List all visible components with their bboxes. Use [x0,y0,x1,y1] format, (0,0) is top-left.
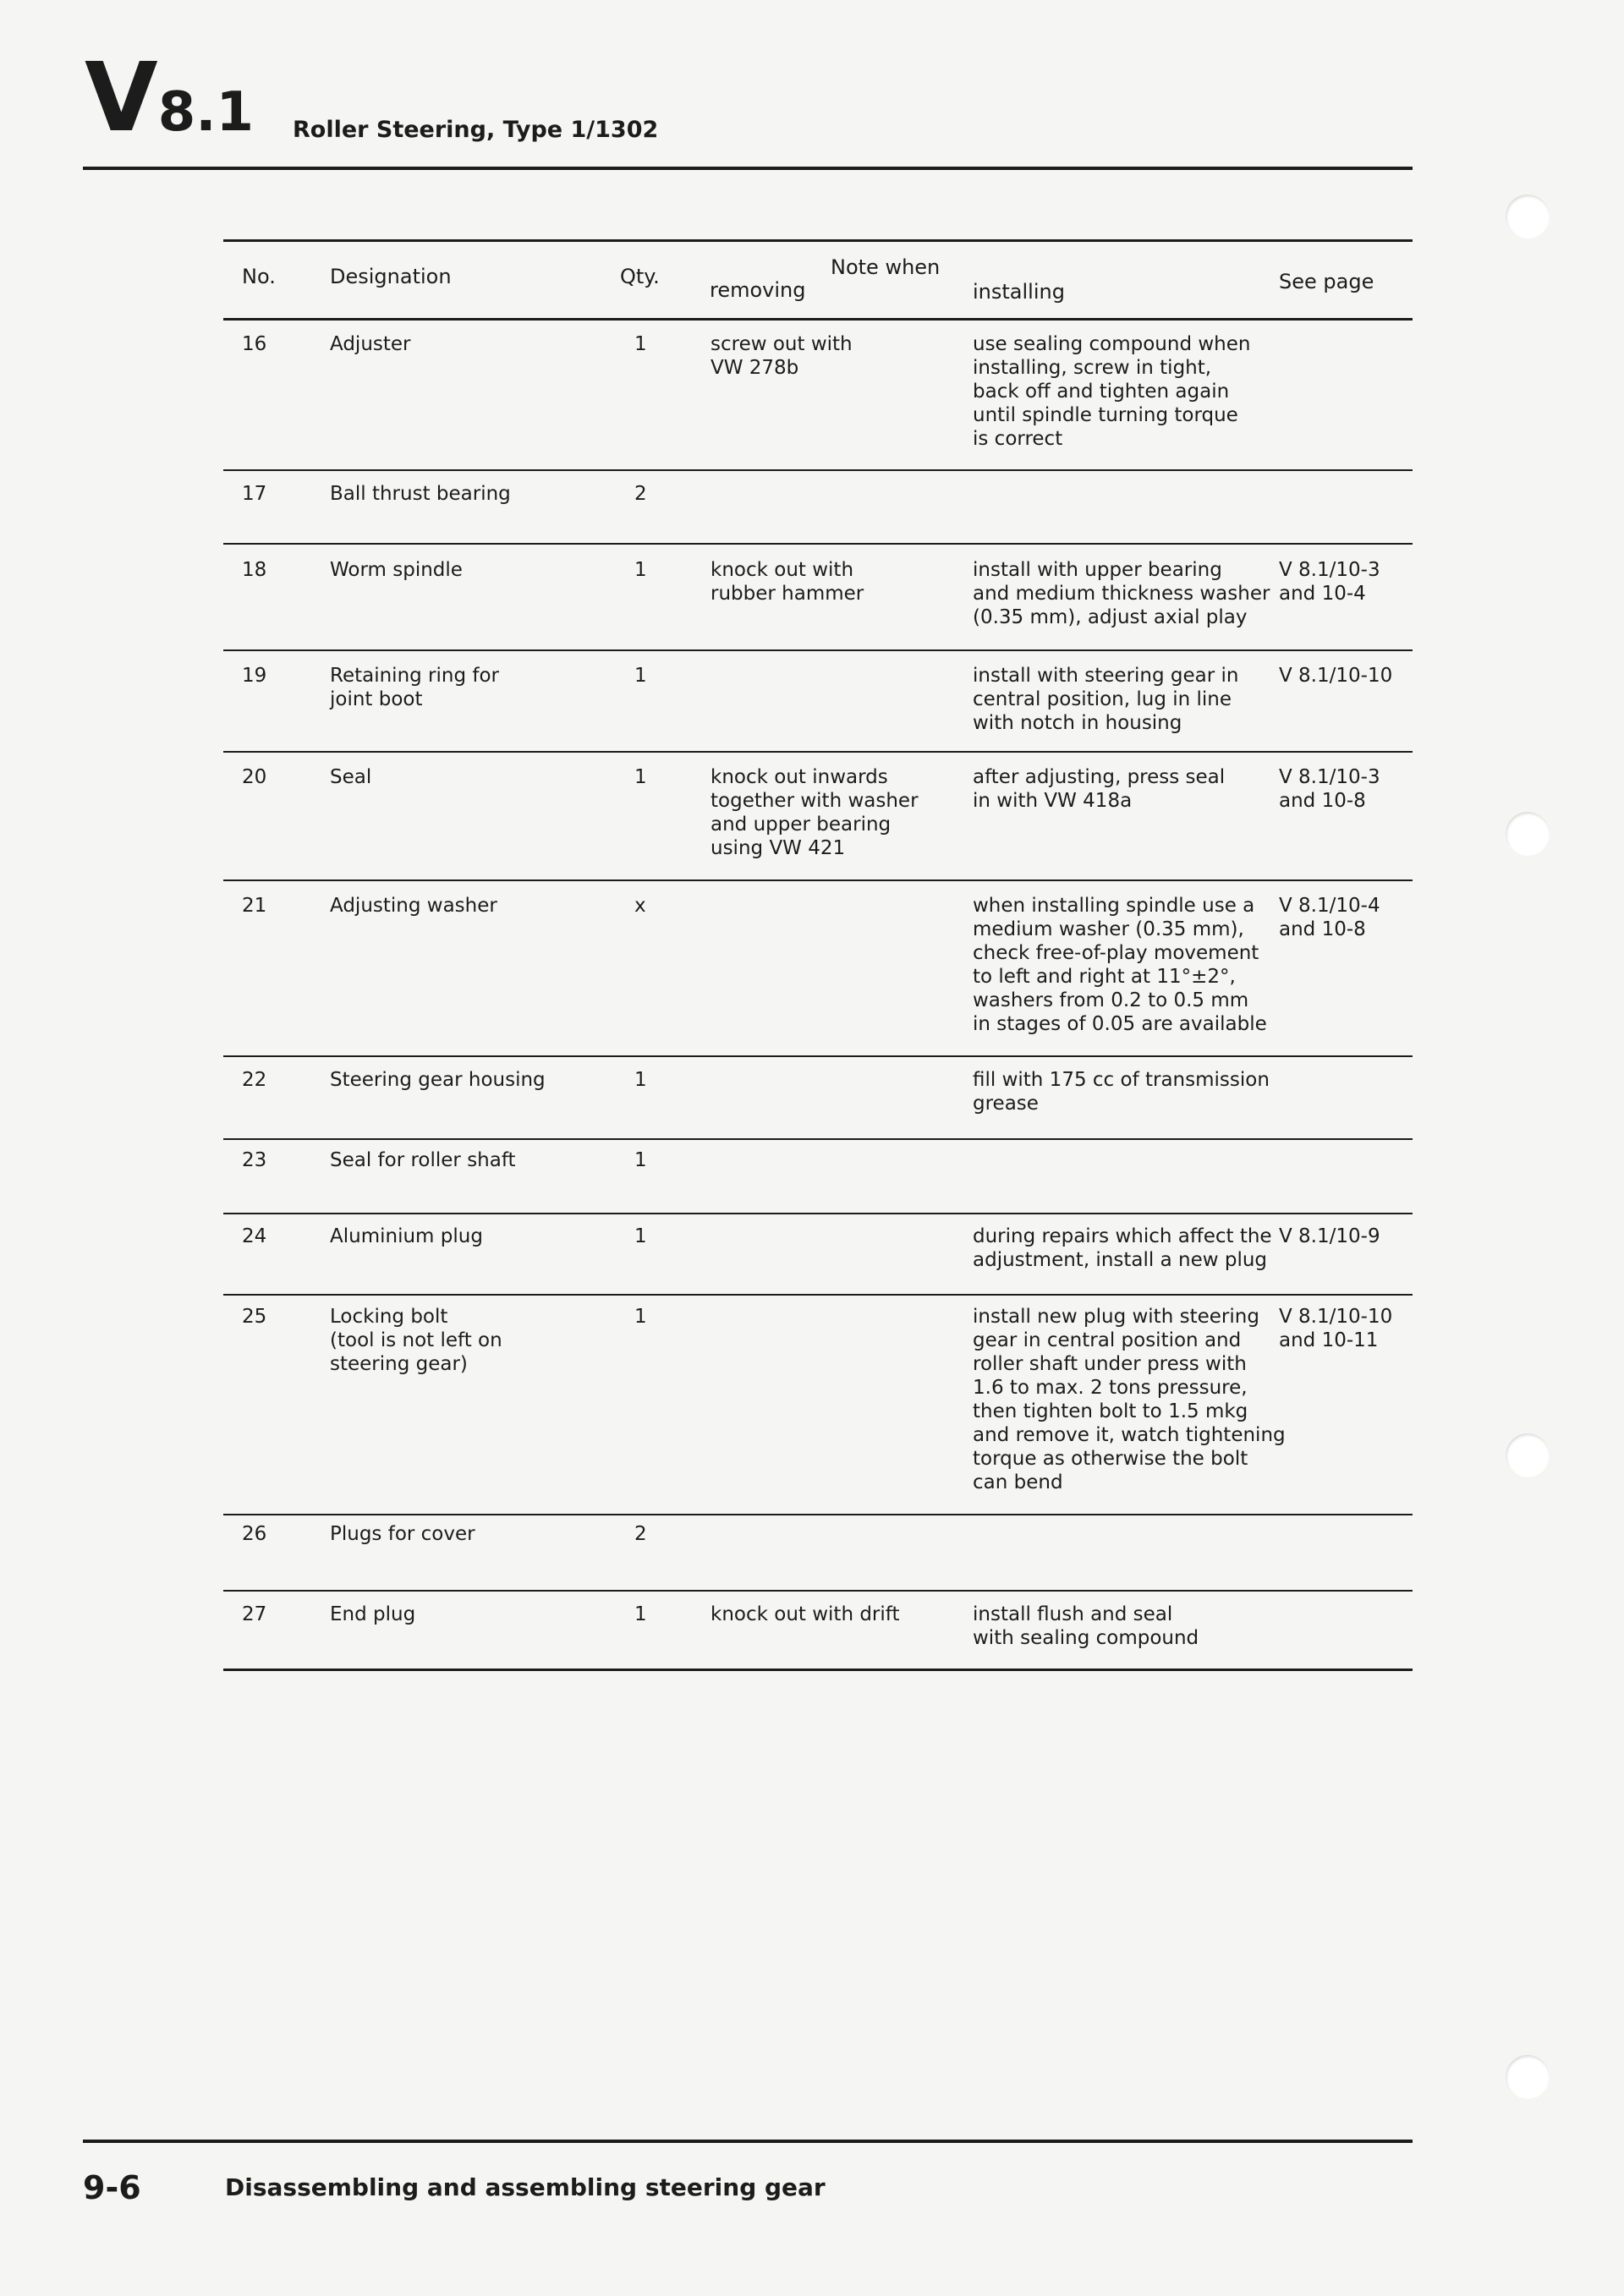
row-note-removing [710,1603,900,1626]
row-divider [223,543,1413,545]
row-divider [223,649,1413,651]
row-designation-line: Worm spindle [330,559,463,581]
row-note-removing [710,332,853,380]
row-number: 21 [242,895,267,917]
row-quantity: 2 [634,483,647,505]
row-see-page [1279,1305,1392,1352]
row-quantity: 2 [634,1523,647,1545]
row-quantity: 1 [634,665,647,687]
section-number: 8.1 [157,81,255,144]
row-note-installing-line: install flush and seal [973,1603,1173,1625]
row-number: 23 [242,1149,267,1171]
binder-hole [1506,1433,1550,1477]
row-designation [330,1225,483,1248]
row-see-page [1279,894,1380,941]
row-note-installing [973,765,1225,813]
row-quantity: x [634,895,646,917]
row-note-installing-line: with sealing compound [973,1627,1199,1649]
row-designation-line: End plug [330,1603,416,1625]
row-note-removing-line: VW 278b [710,357,799,379]
row-designation-line: Plugs for cover [330,1523,475,1545]
row-note-removing-line: rubber hammer [710,583,864,605]
row-note-installing-line: until spindle turning torque [973,404,1238,426]
row-quantity: 1 [634,559,647,581]
row-note-installing-line: install with upper bearing [973,559,1222,581]
row-note-installing-line: back off and tighten again [973,381,1230,403]
row-note-installing-line: (0.35 mm), adjust axial play [973,606,1248,628]
row-number: 16 [242,333,267,355]
row-note-installing-line: fill with 175 cc of transmission [973,1069,1270,1091]
row-note-installing-line: is correct [973,428,1063,450]
row-note-installing-line: and remove it, watch tightening [973,1424,1286,1446]
row-note-installing-line: install new plug with steering [973,1306,1259,1328]
row-note-installing-line: after adjusting, press seal [973,766,1226,788]
row-note-installing [973,332,1251,451]
row-note-installing-line: in stages of 0.05 are available [973,1013,1267,1035]
row-designation-line: Adjuster [330,333,411,355]
row-note-removing [710,765,919,860]
row-note-installing-line: roller shaft under press with [973,1353,1247,1375]
row-designation-line: Ball thrust bearing [330,483,511,505]
row-designation [330,664,499,711]
row-note-installing-line: then tighten bolt to 1.5 mkg [973,1400,1248,1422]
row-quantity: 1 [634,333,647,355]
column-header-removing: removing [710,278,806,302]
row-note-installing [973,894,1267,1036]
row-number: 19 [242,665,267,687]
page-title: Roller Steering, Type 1/1302 [293,117,659,143]
row-see-page-line: V 8.1/10-9 [1279,1225,1380,1247]
row-note-installing-line: central position, lug in line [973,688,1232,710]
row-note-installing-line: to left and right at 11°±2°, [973,966,1236,988]
row-see-page-line: V 8.1/10-3 [1279,766,1380,788]
row-designation [330,332,411,356]
row-note-removing-line: using VW 421 [710,837,846,859]
binder-hole [1506,195,1550,238]
row-note-removing-line: together with washer [710,790,919,812]
row-designation-line: Aluminium plug [330,1225,483,1247]
column-header-designation: Designation [330,265,452,288]
row-see-page-line: and 10-11 [1279,1329,1379,1351]
binder-hole [1506,812,1550,856]
row-quantity: 1 [634,1149,647,1171]
row-designation-line: Retaining ring for [330,665,500,687]
row-divider [223,1669,1413,1671]
row-quantity: 1 [634,1069,647,1091]
row-divider [223,1514,1413,1515]
row-number: 27 [242,1603,267,1625]
page-number: 9-6 [83,2169,141,2206]
row-number: 22 [242,1069,267,1091]
row-designation [330,1603,415,1626]
column-header-see-page: See page [1279,270,1374,293]
row-note-installing-line: in with VW 418a [973,790,1133,812]
row-divider [223,1138,1413,1140]
row-designation [330,1068,546,1092]
row-number: 17 [242,483,267,505]
row-number: 25 [242,1306,267,1328]
row-note-installing [973,664,1238,735]
row-quantity: 1 [634,1225,647,1247]
row-note-installing-line: installing, screw in tight, [973,357,1212,379]
row-number: 18 [242,559,267,581]
row-note-installing-line: torque as otherwise the bolt [973,1448,1248,1470]
row-quantity: 1 [634,766,647,788]
row-number: 26 [242,1523,267,1545]
row-divider [223,1294,1413,1296]
row-see-page-line: V 8.1/10-4 [1279,895,1380,917]
row-note-installing-line: check free-of-play movement [973,942,1259,964]
row-see-page [1279,664,1392,688]
row-designation-line: Steering gear housing [330,1069,546,1091]
table-top-rule [223,239,1413,242]
row-designation [330,482,511,506]
row-designation-line: (tool is not left on [330,1329,502,1351]
row-note-installing-line: can bend [973,1471,1063,1493]
row-note-installing-line: medium washer (0.35 mm), [973,918,1244,940]
row-note-installing [973,1305,1286,1494]
row-note-removing-line: knock out with drift [710,1603,900,1625]
row-note-installing-line: washers from 0.2 to 0.5 mm [973,989,1249,1011]
row-note-removing-line: and upper bearing [710,814,892,836]
row-note-installing-line: during repairs which affect the [973,1225,1272,1247]
row-see-page-line: and 10-8 [1279,790,1366,812]
row-note-installing-line: with notch in housing [973,712,1182,734]
footer-title: Disassembling and assembling steering gear [225,2173,826,2201]
row-note-removing-line: knock out inwards [710,766,888,788]
table-header-rule [223,318,1413,321]
row-note-installing-line: 1.6 to max. 2 tons pressure, [973,1377,1248,1399]
row-designation [330,894,497,918]
row-divider [223,751,1413,753]
row-note-installing-line: adjustment, install a new plug [973,1249,1268,1271]
row-note-installing [973,558,1270,629]
row-see-page-line: V 8.1/10-3 [1279,559,1380,581]
row-note-removing-line: screw out with [710,333,853,355]
column-header-installing: installing [973,280,1065,304]
row-see-page-line: V 8.1/10-10 [1279,1306,1393,1328]
row-see-page [1279,765,1380,813]
column-header-note-when: Note when [831,255,941,279]
row-divider [223,1055,1413,1057]
row-designation [330,765,371,789]
row-designation-line: Locking bolt [330,1306,448,1328]
row-designation-line: Adjusting washer [330,895,497,917]
binder-hole [1506,2055,1550,2099]
row-designation-line: Seal [330,766,372,788]
row-note-removing-line: knock out with [710,559,854,581]
row-designation [330,1305,502,1376]
row-note-installing [973,1068,1270,1115]
row-see-page [1279,558,1380,606]
row-see-page-line: and 10-4 [1279,583,1366,605]
row-see-page-line: V 8.1/10-10 [1279,665,1393,687]
row-see-page [1279,1225,1380,1248]
row-divider [223,1213,1413,1214]
row-note-installing-line: and medium thickness washer [973,583,1270,605]
row-designation [330,1148,516,1172]
row-note-installing-line: when installing spindle use a [973,895,1255,917]
row-note-removing [710,558,864,606]
row-divider [223,879,1413,881]
footer-rule [83,2140,1413,2143]
row-note-installing-line: use sealing compound when [973,333,1251,355]
row-designation-line: steering gear) [330,1353,468,1375]
row-quantity: 1 [634,1306,647,1328]
row-number: 20 [242,766,267,788]
column-header-qty: Qty. [620,265,660,288]
header-rule [83,167,1413,170]
row-divider [223,1590,1413,1592]
row-quantity: 1 [634,1603,647,1625]
row-number: 24 [242,1225,267,1247]
row-designation [330,1522,475,1546]
row-designation-line: joint boot [330,688,423,710]
row-note-installing-line: install with steering gear in [973,665,1239,687]
row-note-installing [973,1225,1272,1272]
row-divider [223,469,1413,471]
row-see-page-line: and 10-8 [1279,918,1366,940]
row-note-installing [973,1603,1199,1650]
row-note-installing-line: grease [973,1093,1039,1115]
column-header-no: No. [242,265,276,288]
section-code [85,43,255,153]
row-designation-line: Seal for roller shaft [330,1149,516,1171]
row-note-installing-line: gear in central position and [973,1329,1242,1351]
section-letter: V [85,43,158,153]
row-designation [330,558,463,582]
